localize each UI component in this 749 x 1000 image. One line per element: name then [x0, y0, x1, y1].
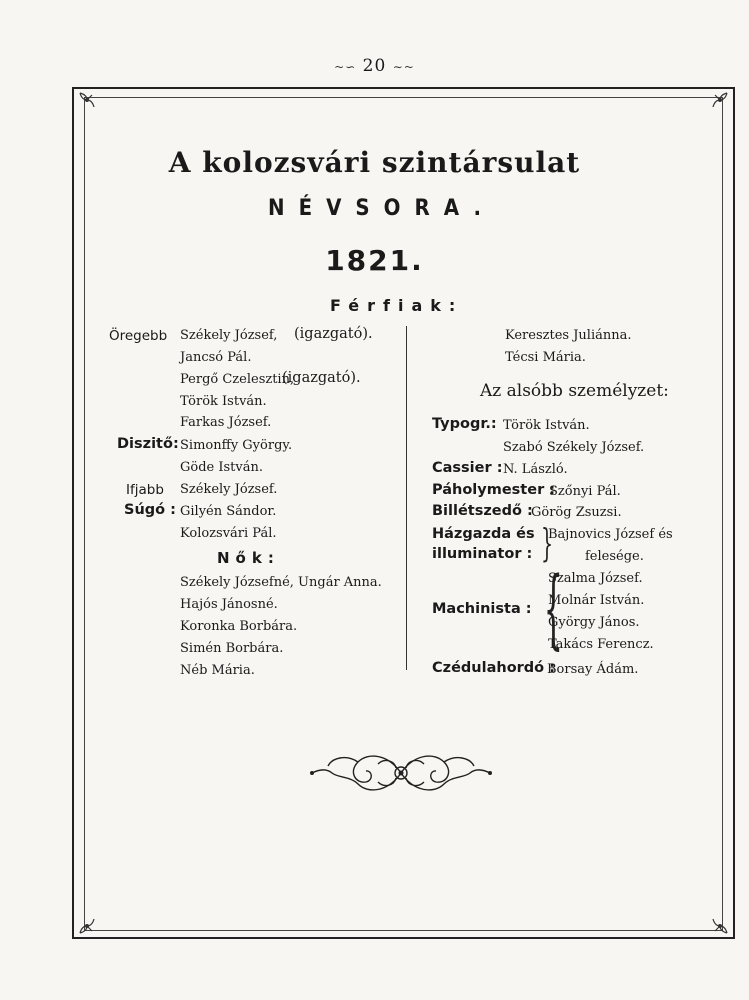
year-heading: 1821. — [325, 244, 424, 277]
staff-heading: Az alsóbb személyzet: — [480, 381, 669, 401]
member-note: (igazgató). — [282, 370, 361, 386]
member-name: Koronka Borbára. — [180, 619, 298, 634]
role-label: Házgazda és — [432, 526, 535, 542]
page-title: A kolozsvári szintársulat — [168, 146, 581, 179]
role-label: Machinista : — [432, 601, 532, 617]
member-name: Gilyén Sándor. — [180, 504, 277, 519]
member-name: felesége. — [585, 549, 644, 564]
member-name: Szőnyi Pál. — [549, 484, 621, 499]
role-label: Cassier : — [432, 460, 503, 476]
women-heading: Nők: — [217, 549, 280, 567]
column-divider — [406, 326, 407, 670]
member-name: Török István. — [180, 394, 267, 409]
role-label: Öregebb — [109, 328, 168, 344]
member-note: (igazgató). — [294, 326, 373, 342]
corner-ornament-icon — [78, 917, 96, 935]
member-name: N. László. — [503, 462, 568, 477]
member-name: Néb Mária. — [180, 663, 255, 678]
member-name: Jancsó Pál. — [180, 350, 252, 365]
left-flourish-icon: ~∽ — [334, 60, 357, 74]
role-label: Páholymester : — [432, 482, 556, 498]
member-name: Bajnovics József és — [548, 527, 673, 542]
corner-ornament-icon — [78, 91, 96, 109]
member-name: Pergő Czelesztin, — [180, 372, 295, 387]
right-flourish-icon: ∼~ — [392, 60, 415, 74]
men-heading: Férfiak: — [330, 296, 464, 315]
member-name: Molnár István. — [548, 593, 645, 608]
role-label: Billétszedő : — [432, 503, 533, 519]
member-name: Borsay Ádám. — [547, 662, 639, 677]
corner-ornament-icon — [711, 91, 729, 109]
member-name: Takács Ferencz. — [548, 637, 654, 652]
member-name: Görög Zsuzsi. — [531, 505, 622, 520]
role-label: Typogr.: — [432, 416, 497, 432]
page-number: 20 — [362, 56, 387, 76]
member-name: György János. — [548, 615, 640, 630]
member-name: Kolozsvári Pál. — [180, 526, 277, 541]
member-name: Técsi Mária. — [505, 350, 586, 365]
member-name: Simonffy György. — [180, 438, 293, 453]
member-name: Székely József. — [180, 482, 278, 497]
brace-icon: { — [543, 559, 563, 659]
page-subtitle: NÉVSORA. — [268, 196, 495, 221]
role-label: illuminator : — [432, 546, 533, 562]
member-name: Török István. — [503, 418, 590, 433]
decorative-scroll-icon — [308, 744, 494, 802]
member-name: Göde István. — [180, 460, 263, 475]
member-name: Farkas József. — [180, 415, 272, 430]
member-name: Simén Borbára. — [180, 641, 284, 656]
page-number-line — [0, 56, 749, 76]
role-label: Súgó : — [124, 502, 176, 518]
member-name: Hajós Jánosné. — [180, 597, 278, 612]
corner-ornament-icon — [711, 917, 729, 935]
role-label: Czédulahordó : — [432, 660, 555, 676]
role-label: Diszitő: — [117, 436, 179, 452]
member-name: Székely Józsefné, Ungár Anna. — [180, 575, 382, 590]
member-name: Keresztes Juliánna. — [505, 328, 632, 343]
brace-icon: } — [541, 521, 554, 565]
member-name: Székely József, — [180, 328, 278, 343]
member-name: Szabó Székely József. — [503, 440, 645, 455]
member-name: Szalma József. — [548, 571, 643, 586]
role-label: Ifjabb — [126, 482, 164, 498]
